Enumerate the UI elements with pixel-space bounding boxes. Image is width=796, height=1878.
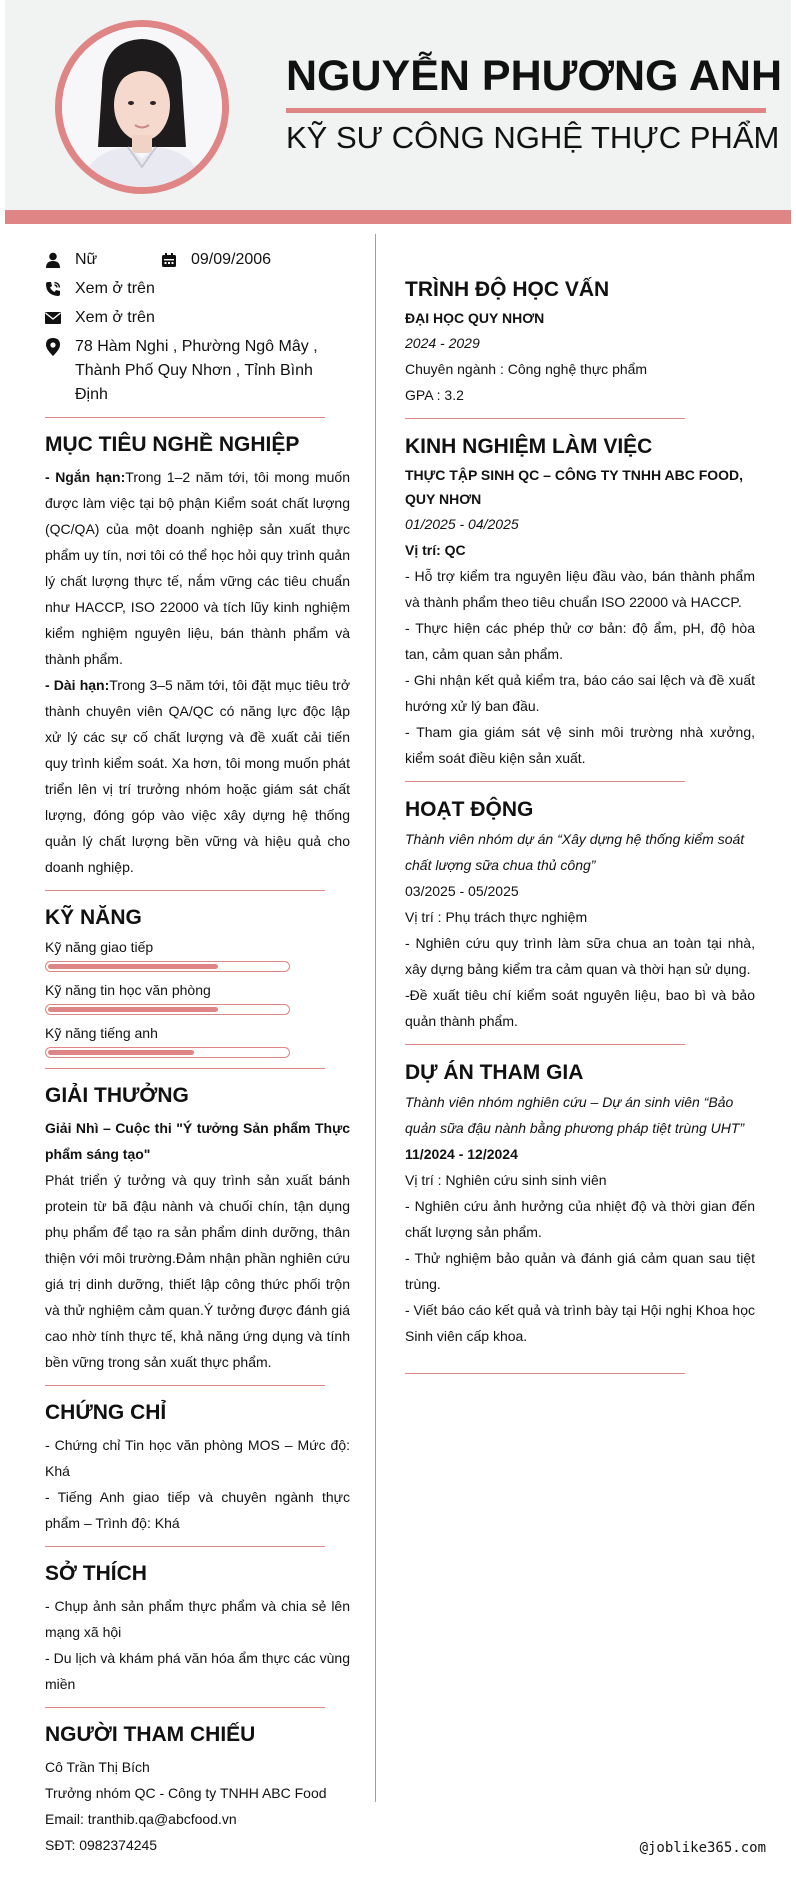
calendar-icon (161, 248, 177, 272)
section-divider (405, 1044, 685, 1045)
experience-position: Vị trí: QC (405, 542, 466, 558)
experience-title: KINH NGHIỆM LÀM VIỆC (405, 435, 653, 458)
experience-item: - Ghi nhận kết quả kiểm tra, báo cáo sai lệch và đề xuất hướng xử lý ban đầu. (405, 672, 755, 714)
skill-label: Kỹ năng tin học văn phòng (45, 982, 211, 998)
avatar-photo (62, 27, 222, 187)
experience-item: - Hỗ trợ kiểm tra nguyên liệu đầu vào, bán thành phẩm và thành phẩm theo tiêu chuẩn ISO 22000 và HACCP. (405, 568, 755, 610)
left-column (45, 248, 350, 1858)
objective-long-term (45, 672, 350, 880)
section-divider (405, 781, 685, 782)
address-text: 78 Hàm Nghi , Phường Ngô Mây , Thành Phố Quy Nhơn , Tỉnh Bình Định (75, 338, 318, 403)
reference-position: Trưởng nhóm QC - Công ty TNHH ABC Food (45, 1785, 327, 1801)
education-school: ĐẠI HỌC QUY NHƠN (405, 310, 545, 326)
section-divider (45, 1707, 325, 1708)
project-position: Vị trí : Nghiên cứu sinh sinh viên (405, 1172, 607, 1188)
reference-phone: SĐT: 0982374245 (45, 1837, 158, 1853)
skill-label: Kỹ năng tiếng anh (45, 1025, 158, 1041)
skill-label: Kỹ năng giao tiếp (45, 939, 154, 955)
skill-item (45, 1023, 350, 1058)
section-divider (45, 417, 325, 418)
objective-long-text: Trong 3–5 năm tới, tôi đặt mục tiêu trở thành chuyên viên QA/QC có năng lực độc lập xử lý các sự cố chất lượng và đề xuất cải tiến quy trình kiểm soát. Xa hơn, tôi mong muốn phát triển lên vị trí trưởng nhóm hoặc giám sát chất lượng, đóng góp vào việc xây dựng hệ thống quản lý chất lượng bền vững và hiệu quả cho doanh nghiệp. (45, 677, 350, 875)
skill-bar-fill (48, 964, 218, 969)
header-accent-bar (5, 210, 791, 224)
reference-name: Cô Trần Thị Bích (45, 1759, 150, 1775)
skill-bar (45, 1047, 290, 1058)
objective-short-label: - Ngắn hạn: (45, 469, 126, 485)
education-period: 2024 - 2029 (405, 335, 480, 351)
avatar (55, 20, 229, 194)
experience-period: 01/2025 - 04/2025 (405, 516, 519, 532)
skill-item (45, 937, 350, 972)
activity-role: Thành viên nhóm dự án “Xây dựng hệ thống kiểm soát chất lượng sữa chua thủ công” (405, 831, 745, 873)
objective-short-text: Trong 1–2 năm tới, tôi mong muốn được làm việc tại bộ phận Kiểm soát chất lượng (QC/QA) của một doanh nghiệp sản xuất thực phẩm uy tín, nơi tôi có thể học hỏi quy trình quản lý chất lượng thực tế, nắm vững các tiêu chuẩn như HACCP, ISO 22000 và tích lũy kinh nghiệm kiểm nghiệm nguyên liệu, bán thành phẩm và thành phẩm. (45, 469, 350, 667)
project-item: - Thử nghiệm bảo quản và đánh giá cảm quan sau tiệt trùng. (405, 1250, 755, 1292)
education-title: TRÌNH ĐỘ HỌC VẤN (405, 278, 610, 301)
user-icon (45, 248, 61, 272)
phone-row (45, 277, 350, 301)
activity-item: -Đề xuất tiêu chí kiểm soát nguyên liệu, bao bì và bảo quản thành phẩm. (405, 987, 755, 1029)
phone-icon (45, 277, 61, 301)
email-text: Xem ở trên (75, 309, 155, 326)
gender-dob-row (45, 248, 350, 272)
section-divider (45, 890, 325, 891)
section-divider (45, 1068, 325, 1069)
gender-text: Nữ (75, 251, 98, 268)
award-description: Phát triển ý tưởng và quy trình sản xuất bánh protein từ bã đậu nành và chuối chín, tận dụng phụ phẩm để tạo ra sản phẩm dinh dưỡng, thân thiện với môi trường.Đảm nhận phần nghiên cứu giá trị dinh dưỡng, thiết lập công thức phối trộn và thử nghiệm cảm quan.Ý tưởng được đánh giá cao nhờ tính thực tế, khả năng ứng dụng và tính bền vững trong sản xuất thực phẩm. (45, 1172, 350, 1370)
certificates-title: CHỨNG CHỈ (45, 1401, 167, 1424)
project-period: 11/2024 - 12/2024 (405, 1146, 518, 1162)
section-divider (405, 418, 685, 419)
objective-short-term (45, 464, 350, 672)
location-pin-icon (45, 335, 61, 359)
activities-title: HOẠT ĐỘNG (405, 798, 534, 821)
skill-bar (45, 1004, 290, 1015)
activity-position: Vị trí : Phụ trách thực nghiệm (405, 909, 588, 925)
references-title: NGƯỜI THAM CHIẾU (45, 1723, 256, 1746)
skill-item (45, 980, 350, 1015)
envelope-icon (45, 306, 61, 330)
candidate-name: NGUYỄN PHƯƠNG ANH (286, 52, 783, 100)
objective-long-label: - Dài hạn: (45, 677, 110, 693)
address-row (45, 335, 350, 407)
skill-bar-fill (48, 1007, 218, 1012)
education-major: Chuyên ngành : Công nghệ thực phẩm (405, 361, 648, 377)
email-row (45, 306, 350, 330)
experience-item: - Tham gia giám sát vệ sinh môi trường nhà xưởng, kiểm soát điều kiện sản xuất. (405, 724, 755, 766)
phone-text: Xem ở trên (75, 280, 155, 297)
skill-bar (45, 961, 290, 972)
projects-title: DỰ ÁN THAM GIA (405, 1061, 584, 1084)
project-item: - Viết báo cáo kết quả và trình bày tại Hội nghị Khoa học Sinh viên cấp khoa. (405, 1302, 755, 1344)
skill-bar-fill (48, 1050, 194, 1055)
experience-org: THỰC TẬP SINH QC – CÔNG TY TNHH ABC FOOD, QUY NHƠN (405, 467, 744, 507)
dob-text: 09/09/2006 (191, 251, 272, 268)
activity-item: - Nghiên cứu quy trình làm sữa chua an toàn tại nhà, xây dựng bảng kiểm tra cảm quan và thời hạn sử dụng. (405, 935, 755, 977)
name-underline (286, 108, 766, 113)
award-heading (45, 1115, 350, 1167)
award-heading-text: Giải Nhì – Cuộc thi "Ý tưởng Sản phẩm Thực phẩm sáng tạo" (45, 1120, 350, 1162)
project-item: - Nghiên cứu ảnh hưởng của nhiệt độ và thời gian đến chất lượng sản phẩm. (405, 1198, 755, 1240)
hobbies-title: SỞ THÍCH (45, 1562, 147, 1585)
project-role: Thành viên nhóm nghiên cứu – Dự án sinh viên “Bảo quản sữa đậu nành bằng phương pháp tiệt trùng UHT” (405, 1094, 745, 1136)
column-divider (375, 234, 376, 1802)
section-divider (45, 1546, 325, 1547)
candidate-role: KỸ SƯ CÔNG NGHỆ THỰC PHẨM (286, 120, 780, 155)
reference-email: Email: tranthib.qa@abcfood.vn (45, 1811, 237, 1827)
section-divider (45, 1385, 325, 1386)
skills-title: KỸ NĂNG (45, 906, 142, 929)
hobby-item: - Chụp ảnh sản phẩm thực phẩm và chia sẻ lên mạng xã hội (45, 1598, 350, 1640)
education-gpa: GPA : 3.2 (405, 387, 464, 403)
objective-title: MỤC TIÊU NGHỀ NGHIỆP (45, 433, 300, 456)
awards-title: GIẢI THƯỞNG (45, 1084, 189, 1107)
certificate-item: - Tiếng Anh giao tiếp và chuyên ngành thực phẩm – Trình độ: Khá (45, 1489, 350, 1531)
watermark: @joblike365.com (639, 1840, 766, 1856)
hobby-item: - Du lịch và khám phá văn hóa ẩm thực các vùng miền (45, 1650, 350, 1692)
certificate-item: - Chứng chỉ Tin học văn phòng MOS – Mức độ: Khá (45, 1437, 350, 1479)
experience-item: - Thực hiện các phép thử cơ bản: độ ẩm, pH, độ hòa tan, cảm quan sản phẩm. (405, 620, 755, 662)
section-divider (405, 1373, 685, 1374)
activity-period: 03/2025 - 05/2025 (405, 883, 519, 899)
right-column (405, 276, 755, 1388)
